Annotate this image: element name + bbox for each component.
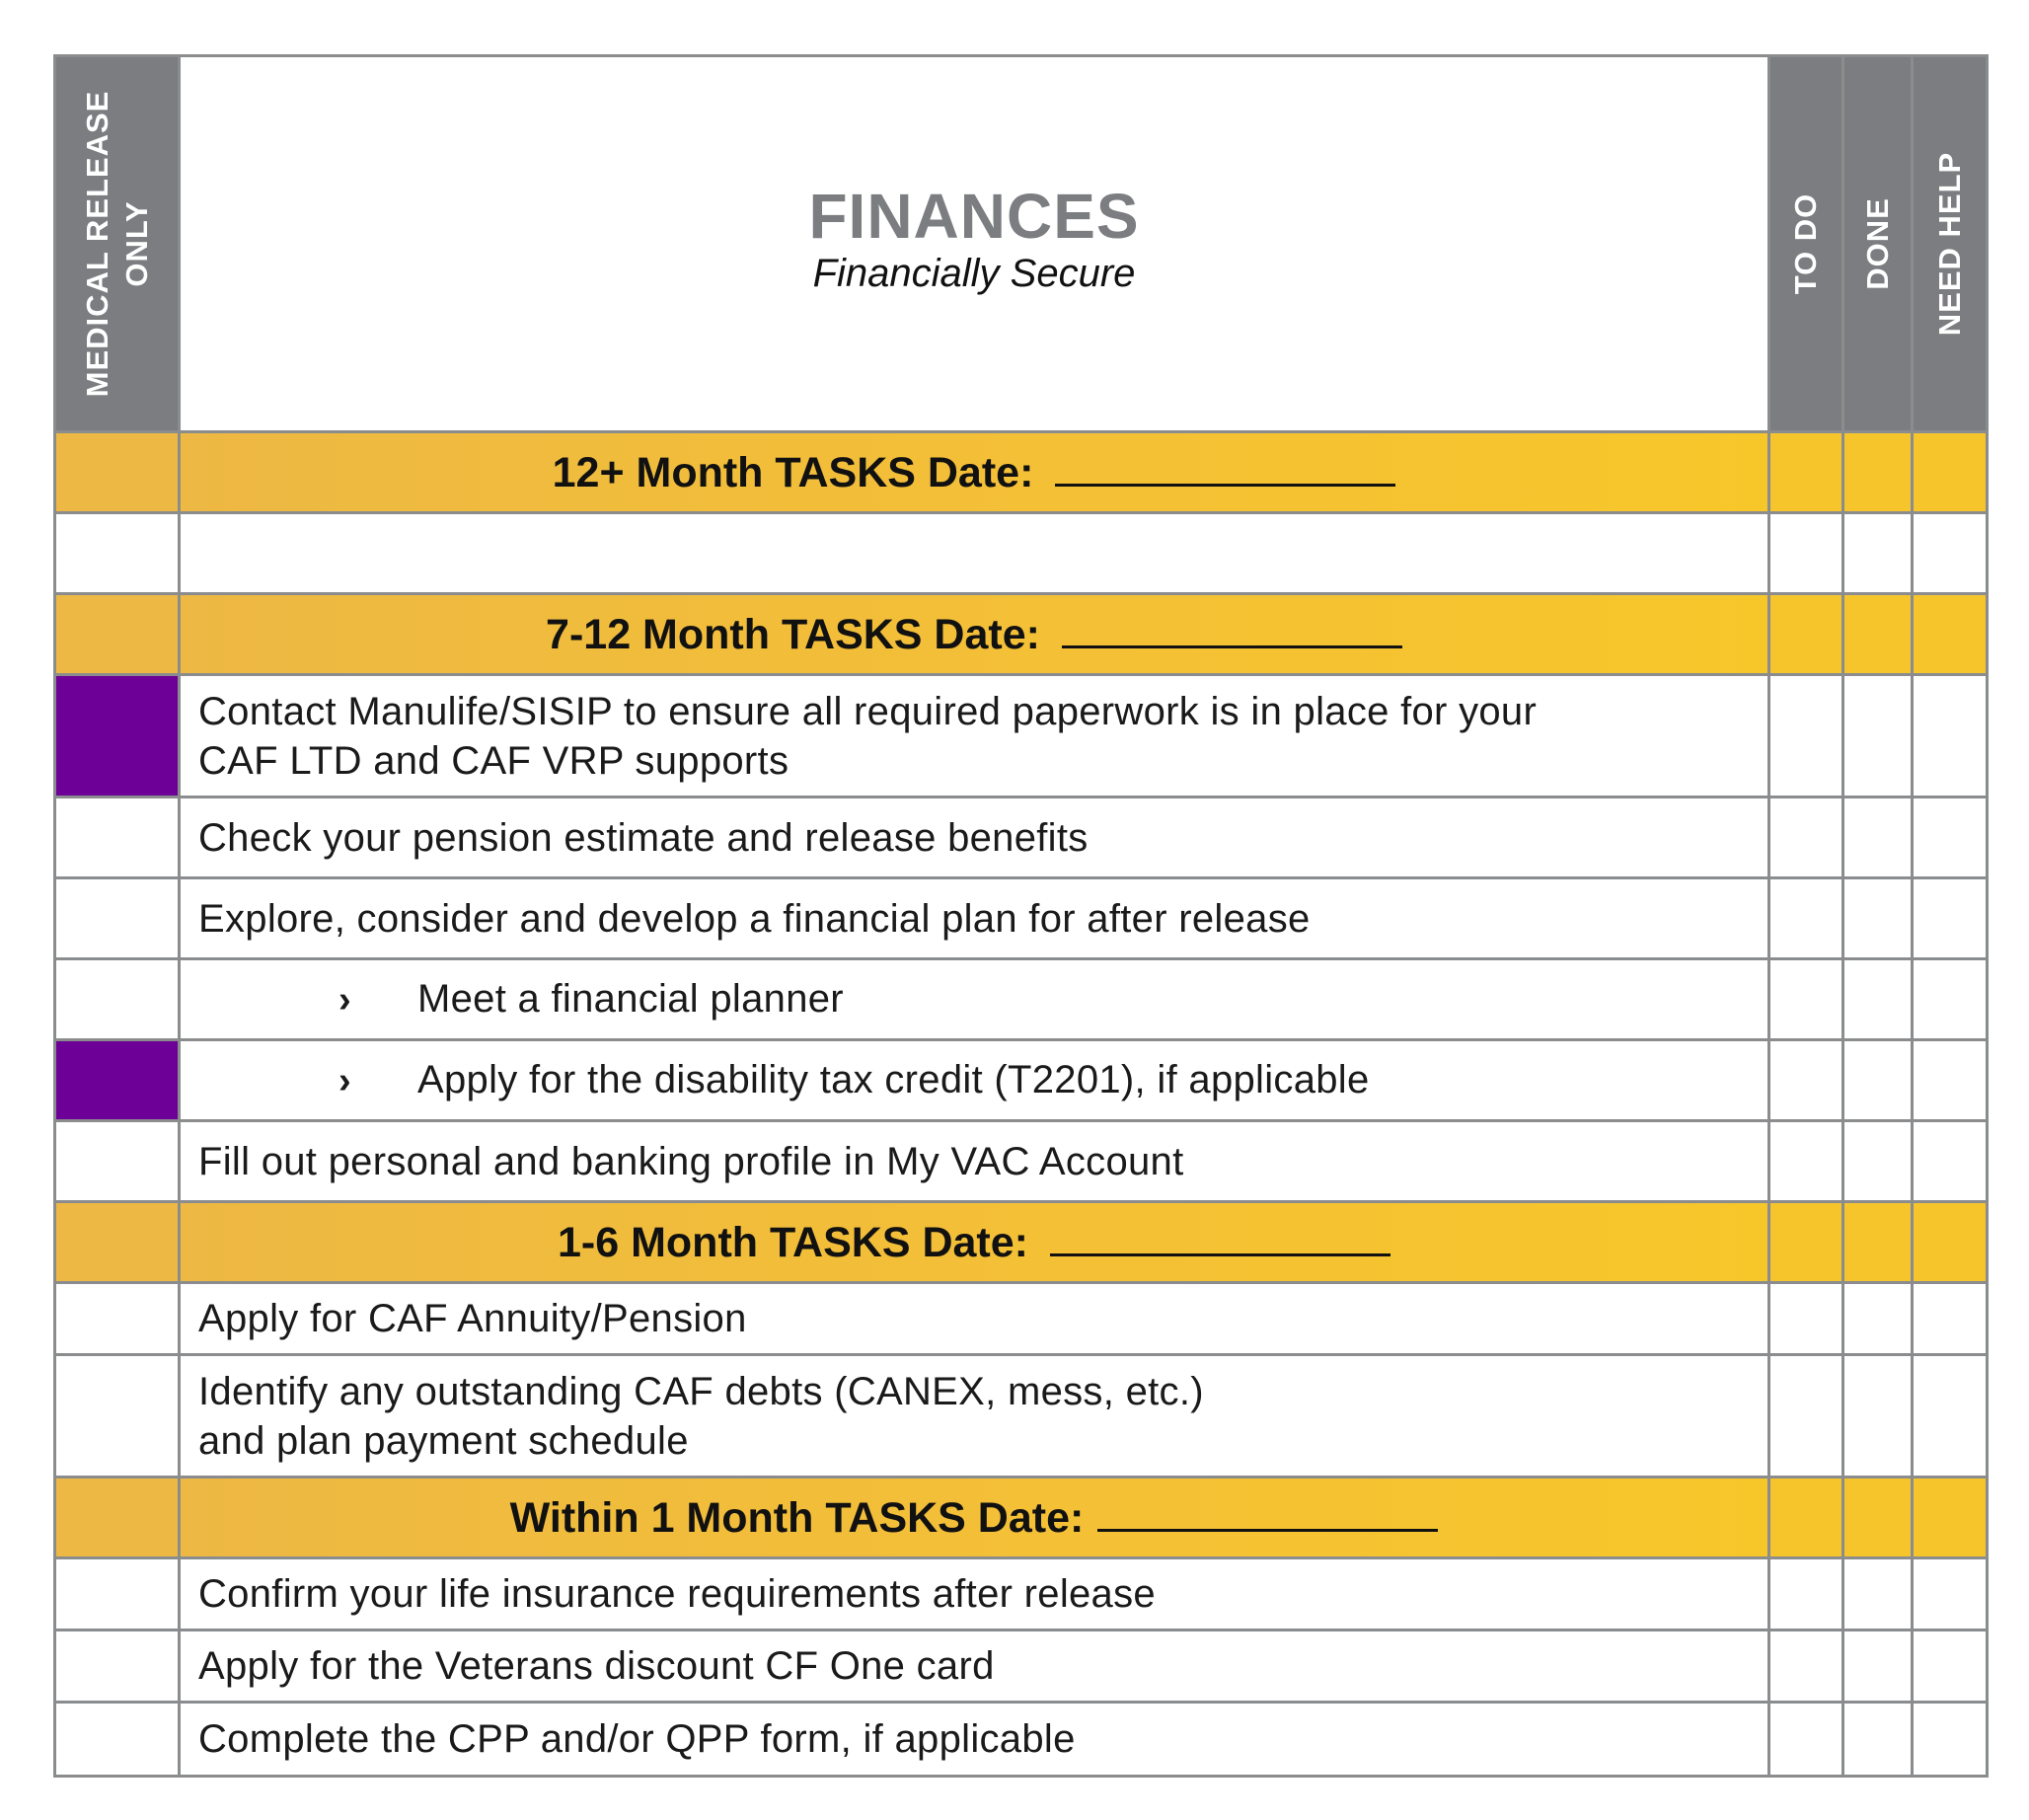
todo-column-header bbox=[1769, 56, 1843, 432]
todo-checkbox[interactable] bbox=[1769, 1630, 1843, 1703]
done-checkbox[interactable] bbox=[1843, 513, 1913, 594]
todo-checkbox[interactable] bbox=[1769, 959, 1843, 1040]
finances-checklist-table bbox=[53, 54, 1989, 1778]
task-text: Explore, consider and develop a financial plan for after release bbox=[180, 878, 1769, 959]
task-row bbox=[55, 959, 1988, 1040]
todo-checkbox[interactable] bbox=[1769, 1121, 1843, 1202]
medical-release-marker bbox=[55, 1040, 180, 1121]
need-help-checkbox[interactable] bbox=[1913, 1283, 1988, 1355]
done-checkbox[interactable] bbox=[1843, 1703, 1913, 1777]
done-column-header bbox=[1843, 56, 1913, 432]
medical-release-cell bbox=[55, 1703, 180, 1777]
page-title: FINANCES bbox=[808, 181, 1140, 252]
task-row bbox=[55, 797, 1988, 878]
page-subtitle: Financially Secure bbox=[812, 252, 1136, 295]
todo-checkbox[interactable] bbox=[1769, 1355, 1843, 1478]
done-checkbox[interactable] bbox=[1843, 675, 1913, 797]
section-label-7-12-month: 7-12 Month TASKS Date: bbox=[546, 611, 1040, 658]
need-help-checkbox[interactable] bbox=[1913, 797, 1988, 878]
task-text: Apply for CAF Annuity/Pension bbox=[180, 1283, 1769, 1355]
need-help-checkbox[interactable] bbox=[1913, 1703, 1988, 1777]
section-label-within-1-month: Within 1 Month TASKS Date: bbox=[509, 1494, 1085, 1542]
section-label-1-6-month: 1-6 Month TASKS Date: bbox=[558, 1219, 1028, 1266]
date-blank-line[interactable] bbox=[1050, 1224, 1390, 1256]
section-row-7-12-month bbox=[55, 594, 1988, 675]
need-help-checkbox[interactable] bbox=[1913, 1355, 1988, 1478]
task-row bbox=[55, 878, 1988, 959]
need-help-checkbox[interactable] bbox=[1913, 878, 1988, 959]
task-row bbox=[55, 1355, 1988, 1478]
medical-release-cell bbox=[55, 1630, 180, 1703]
task-row bbox=[55, 675, 1988, 797]
need-help-checkbox[interactable] bbox=[1913, 1121, 1988, 1202]
task-row bbox=[55, 1121, 1988, 1202]
todo-column-label: TO DO bbox=[1788, 192, 1823, 295]
need-help-checkbox[interactable] bbox=[1913, 1558, 1988, 1630]
todo-checkbox[interactable] bbox=[1769, 797, 1843, 878]
medical-release-cell bbox=[55, 1121, 180, 1202]
chevron-right-icon: › bbox=[338, 1060, 351, 1101]
medical-release-label-line2: ONLY bbox=[118, 200, 154, 287]
need-help-checkbox[interactable] bbox=[1913, 959, 1988, 1040]
task-text: Apply for the Veterans discount CF One card bbox=[180, 1630, 1769, 1703]
task-text: Complete the CPP and/or QPP form, if applicable bbox=[180, 1703, 1769, 1777]
medical-release-cell bbox=[55, 959, 180, 1040]
done-column-label: DONE bbox=[1859, 197, 1895, 290]
task-row bbox=[55, 1283, 1988, 1355]
need-help-column-label: NEED HELP bbox=[1931, 151, 1967, 337]
medical-release-cell bbox=[55, 513, 180, 594]
medical-release-cell bbox=[55, 878, 180, 959]
todo-checkbox[interactable] bbox=[1769, 1703, 1843, 1777]
task-text: Confirm your life insurance requirements after release bbox=[180, 1558, 1769, 1630]
done-checkbox[interactable] bbox=[1843, 797, 1913, 878]
task-text: Fill out personal and banking profile in My VAC Account bbox=[180, 1121, 1769, 1202]
task-text: Check your pension estimate and release benefits bbox=[180, 797, 1769, 878]
medical-release-cell bbox=[55, 797, 180, 878]
title-cell bbox=[180, 56, 1769, 432]
task-row bbox=[55, 1630, 1988, 1703]
todo-checkbox[interactable] bbox=[1769, 513, 1843, 594]
todo-checkbox[interactable] bbox=[1769, 878, 1843, 959]
task-row bbox=[55, 1703, 1988, 1777]
medical-release-cell bbox=[55, 1558, 180, 1630]
done-checkbox[interactable] bbox=[1843, 1558, 1913, 1630]
medical-release-marker bbox=[55, 675, 180, 797]
medical-release-label-line1: MEDICAL RELEASE bbox=[79, 90, 114, 398]
sub-task-text: › Meet a financial planner bbox=[180, 959, 1769, 1040]
chevron-right-icon: › bbox=[338, 979, 351, 1021]
todo-checkbox[interactable] bbox=[1769, 675, 1843, 797]
empty-task-row bbox=[55, 513, 1988, 594]
todo-checkbox[interactable] bbox=[1769, 1558, 1843, 1630]
medical-release-cell bbox=[55, 1355, 180, 1478]
need-help-checkbox[interactable] bbox=[1913, 1630, 1988, 1703]
header-row bbox=[55, 56, 1988, 432]
medical-release-cell bbox=[55, 1283, 180, 1355]
date-blank-line[interactable] bbox=[1055, 454, 1395, 487]
done-checkbox[interactable] bbox=[1843, 1040, 1913, 1121]
done-checkbox[interactable] bbox=[1843, 1630, 1913, 1703]
need-help-column-header bbox=[1913, 56, 1988, 432]
task-row bbox=[55, 1558, 1988, 1630]
task-row bbox=[55, 1040, 1988, 1121]
done-checkbox[interactable] bbox=[1843, 1355, 1913, 1478]
section-row-within-1-month bbox=[55, 1478, 1988, 1558]
done-checkbox[interactable] bbox=[1843, 1121, 1913, 1202]
need-help-checkbox[interactable] bbox=[1913, 1040, 1988, 1121]
done-checkbox[interactable] bbox=[1843, 959, 1913, 1040]
task-text: Contact Manulife/SISIP to ensure all required paperwork is in place for your CAF LTD and CAF VRP supports bbox=[180, 675, 1769, 797]
section-label-12-plus-month: 12+ Month TASKS Date: bbox=[552, 449, 1034, 496]
need-help-checkbox[interactable] bbox=[1913, 513, 1988, 594]
done-checkbox[interactable] bbox=[1843, 1283, 1913, 1355]
medical-release-header bbox=[55, 56, 180, 432]
date-blank-line[interactable] bbox=[1062, 616, 1402, 648]
date-blank-line[interactable] bbox=[1097, 1499, 1438, 1532]
need-help-checkbox[interactable] bbox=[1913, 675, 1988, 797]
section-row-12-plus-month bbox=[55, 432, 1988, 513]
task-text: Identify any outstanding CAF debts (CANEX, mess, etc.) and plan payment schedule bbox=[180, 1355, 1769, 1478]
todo-checkbox[interactable] bbox=[1769, 1283, 1843, 1355]
todo-checkbox[interactable] bbox=[1769, 1040, 1843, 1121]
done-checkbox[interactable] bbox=[1843, 878, 1913, 959]
section-row-1-6-month bbox=[55, 1202, 1988, 1283]
sub-task-text: › Apply for the disability tax credit (T2201), if applicable bbox=[180, 1040, 1769, 1121]
